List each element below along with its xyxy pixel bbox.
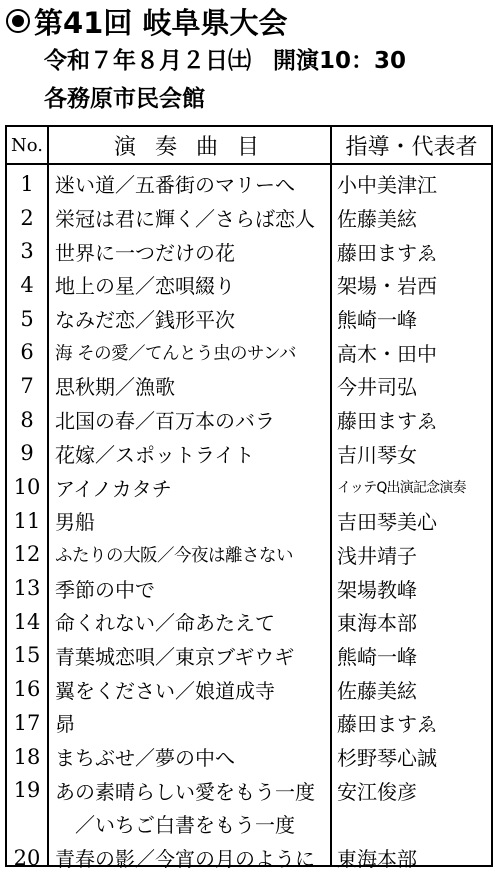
table-row [7,605,491,639]
row-number: 19 [13,778,41,803]
leader-name: 熊崎一峰 [337,644,417,669]
leader-name: 佐藤美絃 [337,207,417,232]
table-row [7,268,491,302]
table-row [7,773,491,807]
bullet-circle-icon [6,9,30,33]
table-row [7,807,491,841]
leader-name: 今井司弘 [337,375,417,400]
song-title: 思秋期／漁歌 [55,375,175,400]
table-row [7,167,491,201]
table-header-row [7,127,491,165]
song-title: まちぶせ／夢の中へ [55,746,235,771]
leader-name: 藤田ますゑ [337,409,437,434]
event-venue: 各務原市民会館 [44,85,205,112]
song-title: 海 その愛／てんとう虫のサンバ [55,343,296,364]
leader-name: 佐藤美絃 [337,678,417,703]
leader-name: 東海本部 [337,847,417,872]
row-number: 18 [13,744,41,769]
song-title: アイノカタチ [55,476,172,501]
event-date-line [44,42,406,74]
row-number [7,807,47,841]
row-number: 6 [20,340,34,365]
row-number: 1 [20,171,34,196]
leader-name: 吉川琴女 [337,442,417,467]
row-number: 16 [13,677,41,702]
table-row [7,369,491,403]
song-title: 命くれない／命あたえて [55,611,275,636]
leader-name [337,807,491,841]
song-title: 男船 [55,510,95,535]
row-number: 11 [13,508,41,533]
row-number: 14 [13,609,41,634]
table-row [7,470,491,504]
table-row [7,571,491,605]
leader-name: 小中美津江 [337,173,437,198]
table-row [7,740,491,774]
song-title: 青葉城恋唄／東京ブギウギ [55,644,295,669]
song-title: 翼をください／娘道成寺 [55,678,275,703]
row-number: 7 [20,373,34,398]
table-row [7,504,491,538]
row-number: 12 [13,542,41,567]
row-number: 8 [20,407,34,432]
row-number: 9 [20,441,34,466]
header-leader: 指導・代表者 [345,134,478,160]
header-song: 演 奏 曲 目 [114,134,265,160]
song-title: 栄冠は君に輝く／さらば恋人 [55,207,315,232]
table-row [7,234,491,268]
table-row [7,335,491,369]
row-number: 17 [13,710,41,735]
song-title: 青春の影／今宵の月のように [55,847,315,872]
song-title: 北国の春／百万本のバラ [55,409,275,434]
row-number: 4 [20,272,34,297]
table-row [7,706,491,740]
song-title: あの素晴らしい愛をもう一度 [55,779,315,804]
row-number: 5 [20,306,34,331]
table-row [7,639,491,673]
leader-name: 東海本部 [337,611,417,636]
song-title: なみだ恋／銭形平次 [55,308,235,333]
event-open-time: 開演10：30 [273,47,407,74]
song-title: 世界に一つだけの花 [55,240,235,265]
leader-name: 安江俊彦 [337,779,417,804]
row-number: 10 [13,475,41,500]
leader-name: 藤田ますゑ [337,712,437,737]
leader-name: 熊崎一峰 [337,308,417,333]
event-venue-line [44,80,205,112]
leader-name: 架場教峰 [337,577,417,602]
event-title-text: 第41回 岐阜県大会 [34,5,288,40]
event-title [6,2,287,40]
leader-name: 高木・田中 [337,341,437,366]
leader-name: 吉田琴美心 [337,510,437,535]
table-row [7,841,491,874]
event-date: 令和７年８月２日㈯ [44,47,251,74]
table-row [7,302,491,336]
leader-name: 浅井靖子 [337,543,417,568]
song-title: 季節の中で [55,577,155,602]
table-row [7,437,491,471]
table-row [7,201,491,235]
leader-name: 杉野琴心誠 [337,746,437,771]
header-no: No. [11,134,43,156]
song-title: ／いちご白書をもう一度 [55,813,295,838]
leader-name: 藤田ますゑ [337,240,437,265]
leader-name: 架場・岩西 [337,274,437,299]
leader-name: イッテQ出演記念演奏 [337,480,466,497]
row-number: 15 [13,643,41,668]
song-title: 迷い道／五番街のマリーへ [55,173,295,198]
song-title: 花嫁／スポットライト [55,442,255,467]
row-number: 20 [13,845,41,870]
song-title: 地上の星／恋唄綴り [55,274,235,299]
table-row [7,672,491,706]
table-row [7,538,491,572]
song-title: 昴 [55,712,75,737]
row-number: 2 [20,205,34,230]
song-title: ふたりの大阪／今夜は離さない [55,545,293,566]
row-number: 3 [20,239,34,264]
table-row [7,403,491,437]
table-body [7,167,491,874]
program-table [5,125,493,872]
row-number: 13 [13,576,41,601]
